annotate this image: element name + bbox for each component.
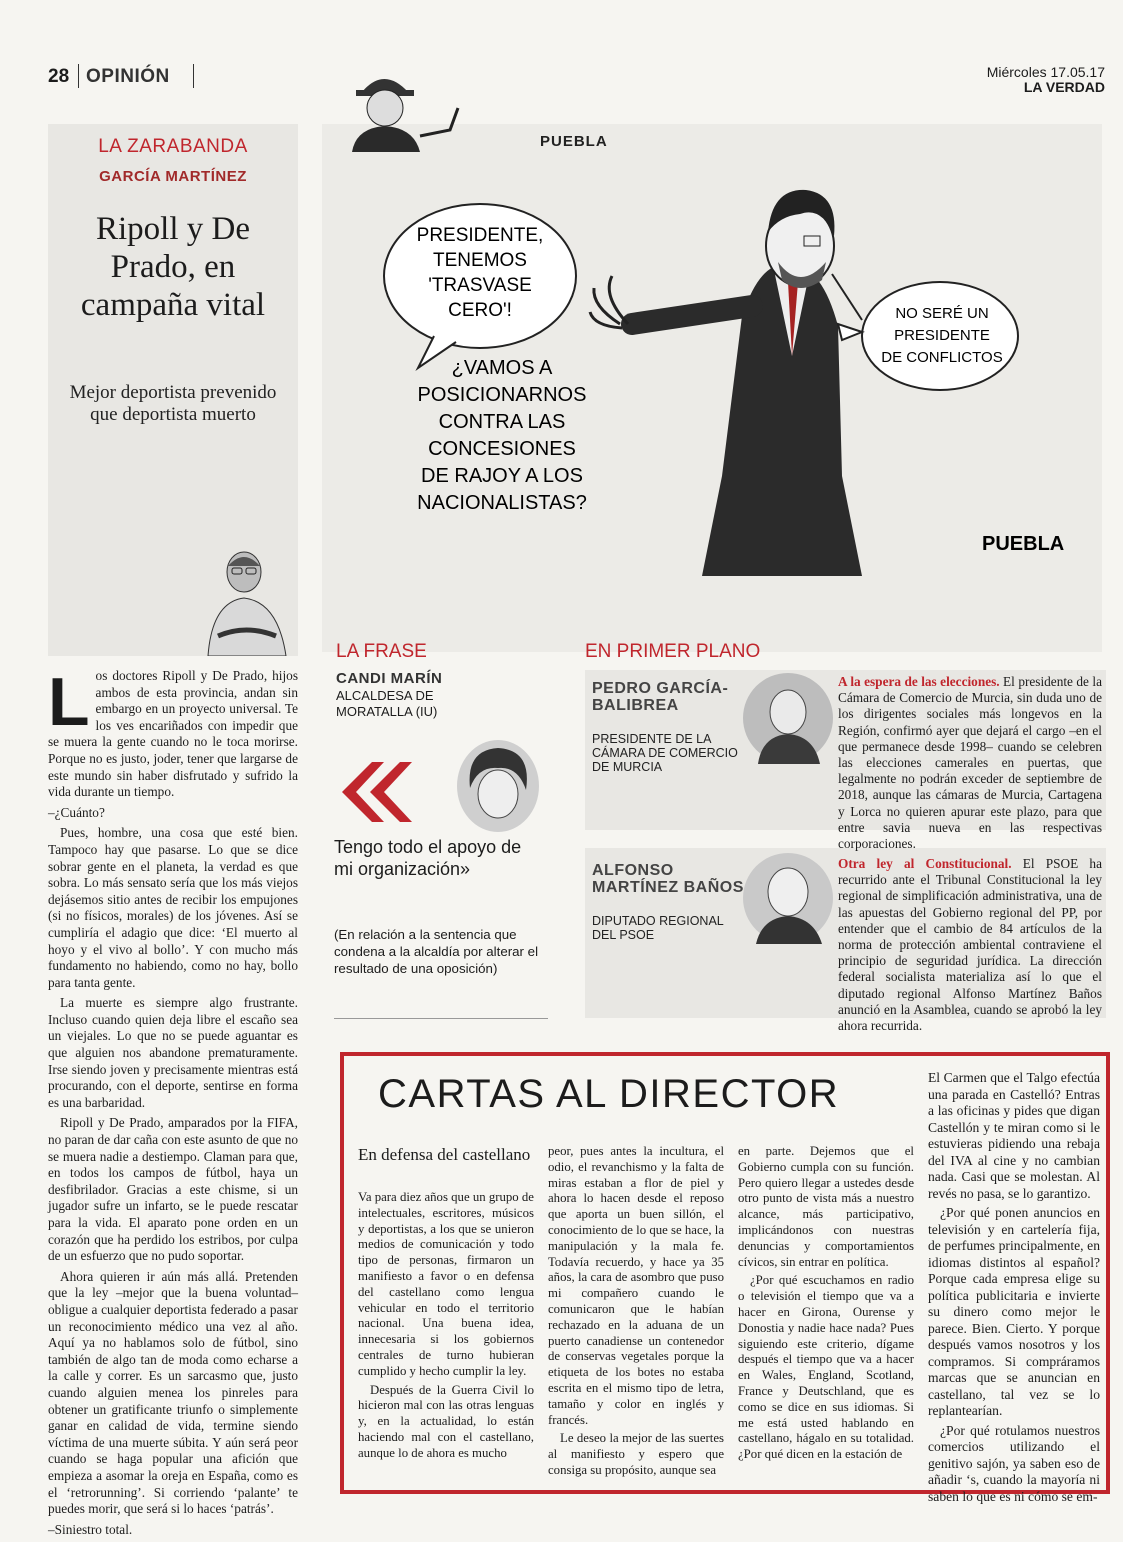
article-paragraph: –Siniestro total. [48,1521,133,1537]
profile-lead: A la espera de las elecciones. [838,674,1000,689]
cartoon-signature: PUEBLA [982,533,1065,555]
caption-line: CONCESIONES [428,438,576,460]
frase-quote: Tengo todo el apoyo de mi organización» [334,837,522,879]
header-divider [78,64,79,88]
quote-mark-icon [338,760,412,824]
letter-paragraph: peor, pues antes la incultura, el odio, el revanchismo y la falta de miras estaban a flor de piel y ahora lo hacen desde el reposo que aporta un buen sillón, el conocimiento de lo que se hace, la manipulación y la mala fe. Todavía recuerdo, y hace ya 35 años, la cara de asombro que puso mi compañero cuando le comunicaron que le habían rechazado en la aduana de un puerto canadiense un contenedor de conservas vegetales porque la etiqueta de los botes no estaba escrita en el mismo tipo de letra, tamaño y color en inglés y francés. [548,1144,724,1427]
letter-paragraph: Después de la Guerra Civil lo hicieron mal con las otras lenguas y, en la actualidad, lo están haciendo mal con el castellano, aunque lo de ahora es mucho [358,1382,534,1460]
profile-name: ALFONSO MARTÍNEZ BAÑOS [592,862,744,896]
bubble-line: PRESIDENTE, [416,225,544,246]
drop-cap: L [48,664,90,740]
frase-name: CANDI MARÍN [336,670,443,687]
article-paragraph: –¿Cuánto? [48,804,105,820]
article-paragraph: Ripoll y De Prado, amparados por la FIFA, no paran de dar caña con este asunto de que no se muera nadie a destiempo. Claman para que, en todos los campos de fútbol, haya un desfibrilador. Gracias a este chisme, si un jugador sufre un infarto, se le puede rescatar para la vida. El aparato pone orden en un corazón que ha perdido los estribos, por culpa de un esfuerzo que no pudo soportar. [48,1115,298,1264]
letter-paragraph: ¿Por qué rotulamos nuestros comercios utilizando el genitivo sajón, ya saben eso de añadir ‘s, cuando la mayoría ni saben lo que es ni cómo se em- [928,1422,1100,1504]
speech-bubble [384,204,576,368]
letter-column [358,1190,534,1465]
letter-paragraph: ¿Por qué ponen anuncios en televisión y en cartelería fija, de perfumes principalmente, en idiomas distintos al español? Porque cada empresa elige su política publicitaria e invierte su dinero como mejor le parece. Bien. Cierto. Y porque después vamos nosotros y los compramos. Si compráramos marcas que se anuncian en castellano, tal vez se lo replantearían. [928,1205,1100,1418]
profile-role: DIPUTADO REGIONAL DEL PSOE [592,914,724,942]
author-photo [198,540,294,656]
editorial-cartoon [322,56,1102,586]
article-headline: Ripoll y De Prado, en campaña vital [80,211,266,323]
frase-role: ALCALDESA DE MORATALLA (IU) [336,688,438,719]
issue-date: Miércoles 17.05.17 [986,64,1105,80]
column-kicker: LA ZARABANDA [98,136,248,157]
header-divider [193,64,194,88]
caption-line: NACIONALISTAS? [417,492,587,514]
profile-photo [742,852,834,944]
letter-column [548,1144,724,1482]
letters-title: CARTAS AL DIRECTOR [378,1072,840,1116]
letter-headline: En defensa del castellano [358,1145,531,1164]
caricature-figure [590,190,862,576]
profile-body: El PSOE ha recurrido ante el Tribunal Constitucional la ley regional de simplificación administrativa, una de las apuestas del Gobierno regional del PP, por entender que el cambio de 84 artículos de la norma de protección ambiental contraviene el principio de seguridad jurídica. La dirección federal socialista materializa así lo que el diputado regional Alfonso Martínez Baños anunció en la Asamblea, cuando se aprobó la ley ahora recurrida. [838,856,1102,1034]
profile-role: PRESIDENTE DE LA CÁMARA DE COMERCIO DE MURCIA [592,732,738,774]
profile-text [838,674,1102,852]
balloon-line: NO SERÉ UN [895,305,989,322]
letter-paragraph: Le deseo la mejor de las suertes al manifiesto y espero que consiga su propósito, aunque sea [548,1431,724,1477]
primer-plano-kicker: EN PRIMER PLANO [585,641,761,662]
article-paragraph: Ahora quieren ir aún más allá. Pretenden que la ley –mejor que la buena voluntad– obligue a cualquier deportista federado a pasar un reconocimiento médico una vez al año. Aquí ya no hablamos solo de fútbol, sino también de algo tan de moda como echarse a la calle y correr. Es un sarcasmo que, justo cuando alguien menea los pinreles para obtener un gratificante triunfo o simplemente ganar en calidad de vida, termine siendo víctima de una muerte súbita. Y aún será peor cuando se haga popular una afición que empieza a asomar la oreja en España, como es el ‘retrorunning’. Si corriendo ‘palante’ te puedes morir, que será si lo haces ‘patrás’. [48,1268,298,1517]
caption-line: POSICIONARNOS [417,384,587,406]
page-number: 28 [48,66,70,87]
bubble-line: TENEMOS [433,250,527,271]
profile-lead: Otra ley al Constitucional. [838,856,1012,871]
article-paragraph: La muerte es siempre algo frustrante. Incluso cuando quien deja libre el escaño sea un viejales. Lo que no se puede aguantar es que alguien nos abandone prematuramente. Irse siendo joven y precisamente mientras está procurando, con el deporte, sentirse en forma es una barbaridad. [48,995,298,1110]
article-paragraph: os doctores Ripoll y De Prado, hijos ambos de esta provincia, andan sin embargo en un proyecto universal. Te los ves encariñados con impedir que se muera la gente cuando no le toca morirse. Porque no es justo, joder, tener que largarse de este mundo sin haber disfrutado y sufrido la vida durante un tiempo. [48,668,298,800]
letter-paragraph: en parte. Dejemos que el Gobierno cumpla con su función. Pero quiero llegar a ustedes desde otro punto de vista más a nuestro alcance, más participativo, implicándonos con nuestras denuncias y comportamientos cívicos, sin entrar en política. [738,1144,914,1269]
letter-paragraph: Va para diez años que un grupo de intelectuales, escritores, músicos y deportistas, a los que se unieron medios de comunicación y todo tipo de personas, firmaron un manifiesto a favor o en defensa del castellano como lengua vehicular en todo el territorio nacional. Una buena idea, innecesaria si los gobiernos centrales de turno hubieran cumplido y hecho cumplir la ley. [358,1190,534,1378]
profile-text [838,856,1102,1034]
letter-paragraph: El Carmen que el Talgo efectúa una parada en Castelló? Entras a las oficinas y pides que digan Castellón y te miran como si le estuvieras pidiendo una rebaja del IVA al cine y no cambian nada. Casi que se molestan. Al revés no pasa, se lo garantizo. [928,1070,1100,1201]
newspaper-name: LA VERDAD [1023,79,1105,95]
frase-kicker: LA FRASE [336,641,427,662]
frase-photo [456,740,540,834]
frase-context: (En relación a la sentencia que condena a la alcaldía por alterar el resultado de una oposición) [334,927,539,976]
profile-body: El presidente de la Cámara de Comercio de Murcia, sin duda uno de los dirigentes sociales más longevos en la Región, confirmó ayer que dejará el cargo –en el que permanece desde 1998– cuando se celebren las elecciones camerales en puertas, que legalmente no podrán exceder de septiembre de 2018, aunque las cámaras de Murcia, Cartagena y Lorca no quieren apurar este plazo, para que entre savia nueva en las respectivas corporaciones. [838,674,1102,852]
cartoon-caption [417,357,587,514]
article-paragraph: Pues, hombre, una cosa que esté bien. Tampoco hay que pasarse. Lo que se dice sobrar gente en el planeta, la verdad es que sobra. Lo más sensato sería que los más viejos dejásemos sitio antes de recibir los empujones (si no físicos, morales) de los jóvenes. Así se cumpliría el adagio que dice: ‘El muerto al hoyo y el vivo al bollo’. Y con mucho más fundamento no habiendo, como no hay, bollo para tanta gente. [48,825,298,990]
caption-line: DE RAJOY A LOS [421,465,583,487]
letter-column [928,1070,1100,1508]
letter-column [738,1144,914,1466]
balloon-line: DE CONFLICTOS [881,349,1003,366]
cartoonist-avatar [352,79,458,152]
profile-photo [742,672,834,764]
letter-paragraph: ¿Por qué escuchamos en radio o televisión el tiempo que va a hacer en Girona, Ourense y Donostia y nadie hace nada? Pues siguiendo este criterio, dígame después el tiempo que va a hacer en Wales, England, Scotland, France y Deutschland, que es como se dice en sus idiomas. Si me está usted hablando en castellano, hágalo en su totalidad. ¿Por qué dicen en la estación de [738,1273,914,1462]
balloon [838,282,1018,390]
balloon-line: PRESIDENTE [894,327,990,344]
column-author: GARCÍA MARTÍNEZ [99,168,247,185]
divider [334,1018,548,1019]
profile-name: PEDRO GARCÍA-BALIBREA [592,680,729,714]
cartoonist-label: PUEBLA [540,133,608,150]
caption-line: CONTRA LAS [438,411,566,433]
caption-line: ¿VAMOS A [451,357,553,379]
article-subheadline: Mejor deportista prevenido que deportista muerto [69,382,277,425]
bubble-line: 'TRASVASE [428,275,532,296]
bubble-line: CERO'! [448,300,512,321]
article-body [48,664,298,1542]
section-title: OPINIÓN [86,66,170,87]
